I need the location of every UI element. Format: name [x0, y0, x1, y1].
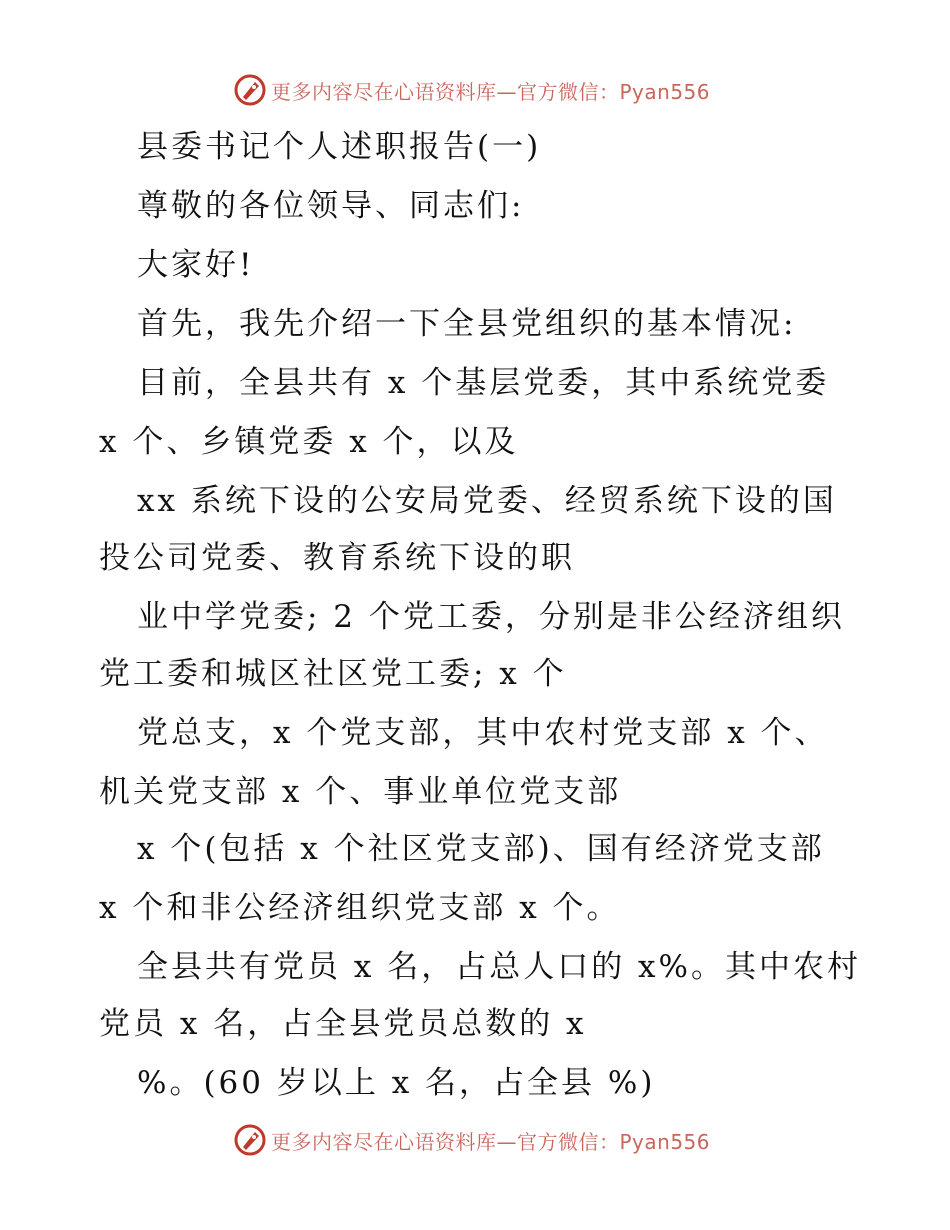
text-line: 全县共有党员 x 名，占总人口的 x%。其中农村 [137, 949, 861, 985]
text-line: 大家好! [137, 247, 255, 283]
footer-banner-wechat: 官方微信：Pyan556 [517, 1129, 711, 1154]
document-title: 县委书记个人述职报告(一) [137, 129, 542, 165]
pen-nib-logo-icon [233, 1123, 267, 1157]
footer-banner [233, 1120, 710, 1160]
text-line: x 个(包括 x 个社区党支部)、国有经济党支部 [137, 831, 825, 867]
text-line: 尊敬的各位领导、同志们: [137, 188, 525, 224]
text-line: 党总支，x 个党支部，其中农村党支部 x 个、 [137, 715, 829, 751]
footer-banner-text [271, 1126, 710, 1155]
footer-banner-sep: — [496, 1129, 517, 1154]
text-line: 党员 x 名，占全县党员总数的 x [99, 1006, 587, 1042]
text-line: 投公司党委、教育系统下设的职 [99, 540, 575, 576]
text-line: x 个、乡镇党委 x 个，以及 [99, 424, 519, 460]
header-banner-main: 更多内容尽在心语资料库 [271, 79, 497, 104]
text-line: x 个和非公经济组织党支部 x 个。 [99, 890, 621, 926]
header-banner-sep: — [496, 79, 517, 104]
text-line: 机关党支部 x 个、事业单位党支部 [99, 774, 622, 810]
text-line: %。(60 岁以上 x 名，占全县 %) [137, 1065, 656, 1101]
text-line: 首先，我先介绍一下全县党组织的基本情况: [137, 306, 797, 342]
text-line: 党工委和城区社区党工委; x 个 [99, 656, 567, 692]
text-line: 目前，全县共有 x 个基层党委，其中系统党委 [137, 365, 830, 401]
header-banner-wechat: 官方微信：Pyan556 [517, 79, 711, 104]
footer-banner-main: 更多内容尽在心语资料库 [271, 1129, 497, 1154]
text-line: xx 系统下设的公安局党委、经贸系统下设的国 [137, 483, 837, 519]
text-line: 业中学党委; 2 个党工委，分别是非公经济组织 [137, 599, 845, 635]
